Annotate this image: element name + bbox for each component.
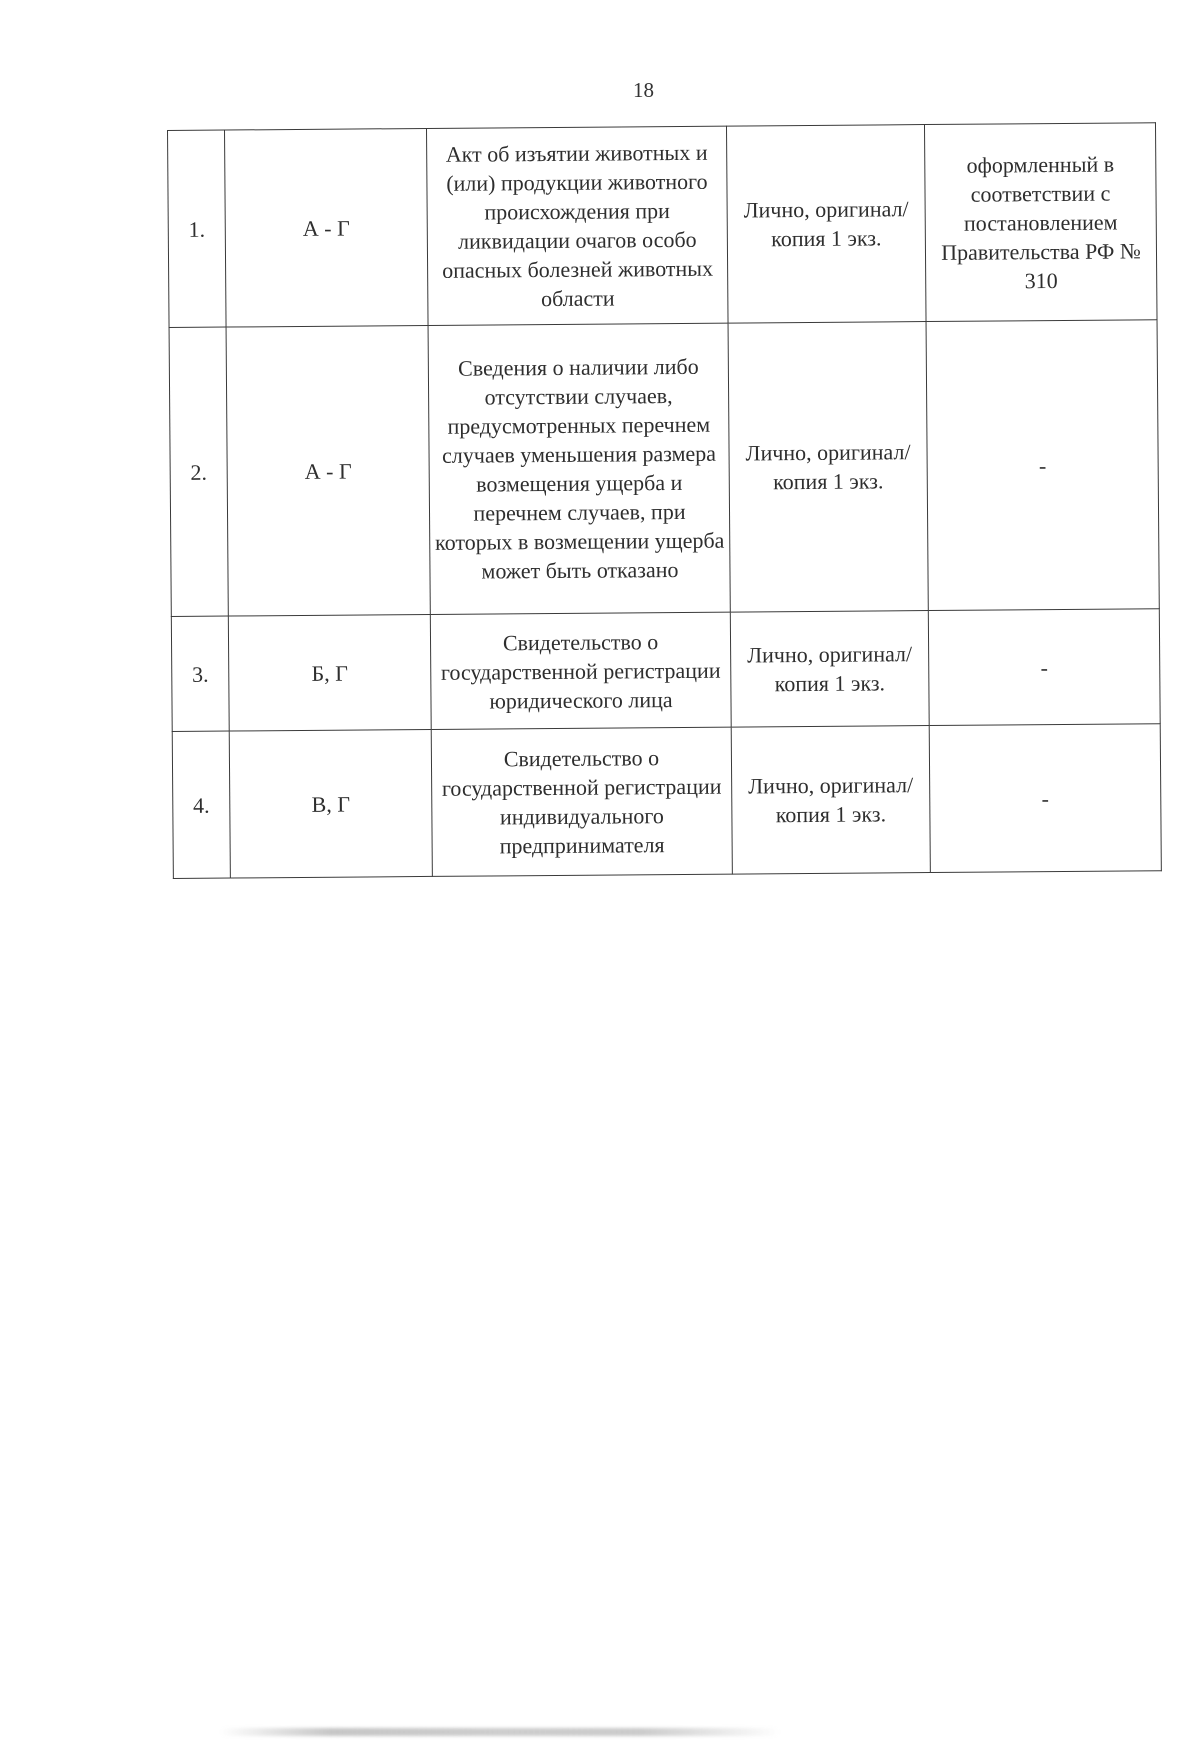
requirements-cell xyxy=(928,609,1160,726)
table-row xyxy=(169,320,1159,617)
requirements-note: оформленный в соответствии с постановлением Правительства РФ № 310 xyxy=(941,151,1141,293)
requirements-cell xyxy=(929,724,1161,873)
row-number: 2. xyxy=(190,459,208,485)
applicant-category-cell xyxy=(229,729,432,878)
submission-method-cell xyxy=(731,726,930,875)
row-number-cell xyxy=(169,327,228,616)
requirements-note: - xyxy=(1040,654,1048,680)
document-name-cell xyxy=(431,727,732,876)
submission-method-cell xyxy=(728,322,928,613)
requirements-note: - xyxy=(1041,785,1050,811)
requirements-cell xyxy=(926,320,1159,611)
table-row xyxy=(172,724,1161,879)
applicant-category-cell xyxy=(225,128,429,327)
submission-method: Лично, оригинал/копия 1 экз. xyxy=(748,772,914,828)
document-name-cell xyxy=(428,323,730,614)
submission-method: Лично, оригинал/копия 1 экз. xyxy=(745,439,911,495)
documents-table xyxy=(167,122,1162,879)
submission-method: Лично, оригинал/копия 1 экз. xyxy=(747,641,913,697)
requirements-cell xyxy=(924,123,1157,322)
document-name-cell xyxy=(430,612,731,729)
scan-artifact xyxy=(220,1728,780,1736)
submission-method: Лично, оригинал/копия 1 экз. xyxy=(743,196,909,252)
applicant-category: В, Г xyxy=(311,791,351,817)
applicant-category-cell xyxy=(228,614,431,731)
row-number: 3. xyxy=(191,661,209,687)
table-row xyxy=(168,123,1158,328)
page-number: 18 xyxy=(633,78,654,102)
applicant-category-cell xyxy=(226,325,430,616)
document-name: Свидетельство о государственной регистрации юридического лица xyxy=(440,628,721,713)
row-number: 1. xyxy=(188,216,206,242)
submission-method-cell xyxy=(726,125,926,324)
applicant-category: А - Г xyxy=(304,458,352,484)
document-name-cell xyxy=(426,126,728,325)
row-number-cell xyxy=(172,731,230,878)
requirements-note: - xyxy=(1038,452,1047,478)
applicant-category: Б, Г xyxy=(311,660,349,686)
document-name: Свидетельство о государственной регистрации индивидуального предпринимателя xyxy=(441,745,722,859)
document-name: Акт об изъятии животных и (или) продукции животного происхождения при ликвидации очагов особо опасных болезней животных области xyxy=(442,139,714,312)
row-number: 4. xyxy=(192,792,210,818)
table-row xyxy=(171,609,1160,732)
row-number-cell xyxy=(168,130,227,327)
document-name: Сведения о наличии либо отсутствии случаев, предусмотренных перечнем случаев уменьшения размера возмещения ущерба и перечнем случаев, при которых в возмещении ущерба может быть отказано xyxy=(435,353,725,584)
applicant-category: А - Г xyxy=(302,215,350,241)
submission-method-cell xyxy=(730,611,929,728)
row-number-cell xyxy=(171,616,229,731)
